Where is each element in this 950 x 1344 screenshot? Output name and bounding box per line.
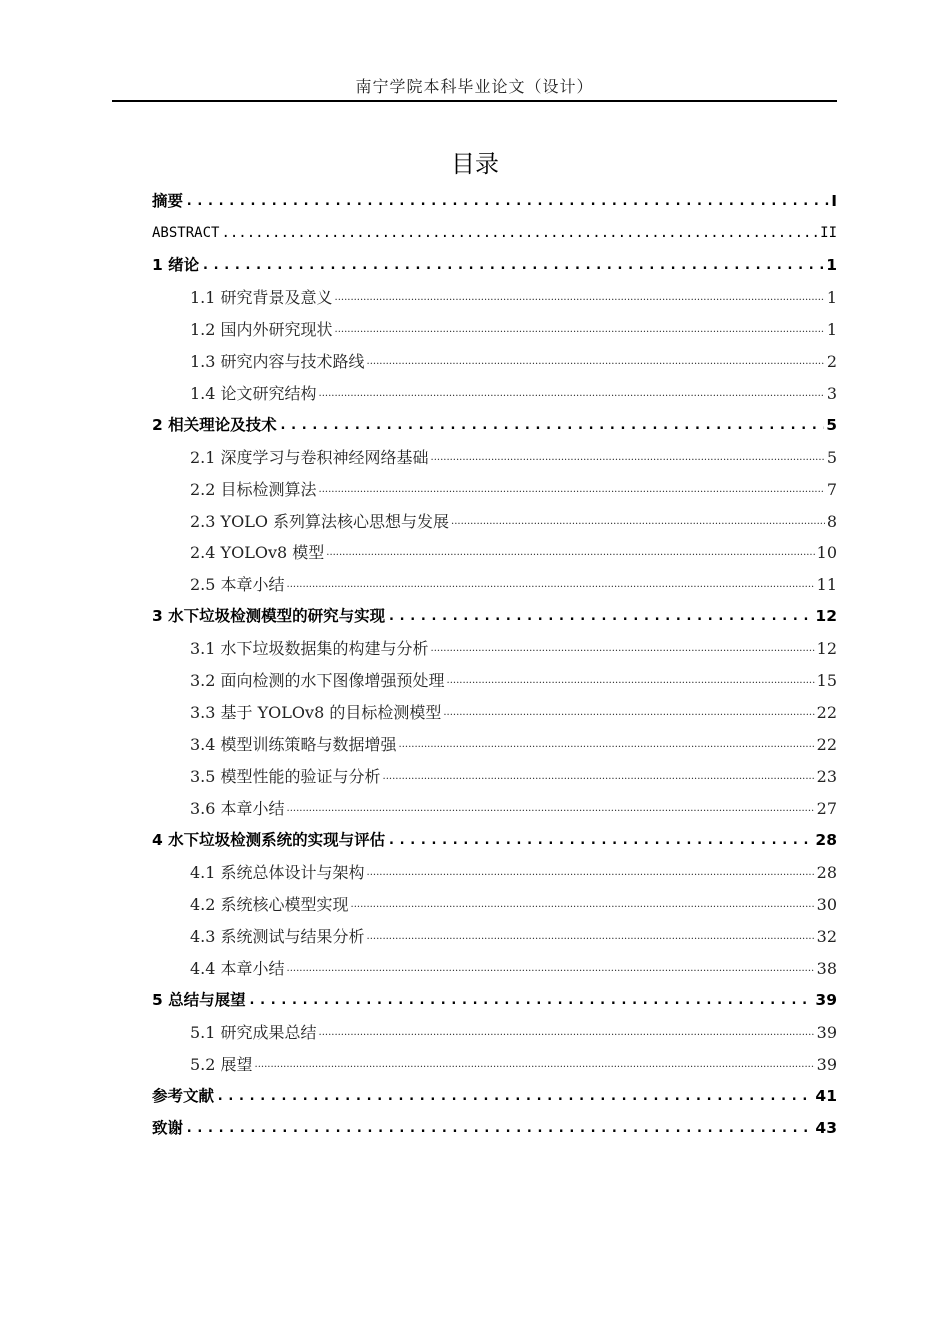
toc-entry-label: 1.3 研究内容与技术路线 (190, 351, 365, 371)
toc-entry-label: 3 水下垃圾检测模型的研究与实现 (152, 607, 386, 626)
toc-entry-page: 1 (826, 319, 837, 339)
toc-entry-label: 2.3 YOLO 系列算法核心思想与发展 (190, 511, 450, 531)
toc-entry-page: 12 (816, 639, 837, 659)
toc-entry-page: 28 (816, 863, 837, 883)
toc-entry-page: 1 (826, 287, 837, 307)
toc-entry-label: 3.4 模型训练策略与数据增强 (190, 735, 397, 755)
toc-entry-page: 22 (816, 703, 837, 723)
dot-leader (287, 953, 815, 985)
header-rule (112, 100, 837, 102)
toc-subentry[interactable] (152, 506, 837, 538)
toc-entry-label: 3.3 基于 YOLOv8 的目标检测模型 (190, 703, 442, 723)
dot-leader (319, 1017, 815, 1049)
dot-leader (248, 985, 814, 1017)
dot-leader (279, 410, 825, 442)
toc-entry[interactable] (152, 410, 837, 442)
toc-entry-page: 10 (816, 543, 837, 563)
dot-leader (451, 506, 825, 538)
toc-entry-page: 2 (826, 351, 837, 371)
toc-subentry[interactable] (152, 857, 837, 889)
toc-entry-label: 1 绪论 (152, 255, 200, 274)
toc-entry-page: 15 (816, 671, 837, 691)
toc-list (152, 186, 837, 1145)
dot-leader (431, 442, 825, 474)
dot-leader (319, 378, 825, 410)
toc-entry-label: 2.2 目标检测算法 (190, 479, 317, 499)
toc-subentry[interactable] (152, 314, 837, 346)
toc-entry-page: 39 (816, 1022, 837, 1042)
toc-entry[interactable] (152, 1113, 837, 1145)
toc-entry-page: 39 (816, 1054, 837, 1074)
toc-subentry[interactable] (152, 1017, 837, 1049)
toc-entry-page: 43 (815, 1118, 837, 1137)
dot-leader (185, 1113, 813, 1145)
toc-entry-label: 4.1 系统总体设计与架构 (190, 863, 365, 883)
toc-entry[interactable] (152, 985, 837, 1017)
dot-leader (431, 633, 815, 665)
toc-entry-page: 41 (815, 1086, 837, 1105)
dot-leader (216, 1081, 813, 1113)
dot-leader (367, 346, 825, 378)
toc-entry-label: 3.1 水下垃圾数据集的构建与分析 (190, 639, 429, 659)
toc-entry[interactable] (152, 1081, 837, 1113)
toc-subentry[interactable] (152, 474, 837, 506)
toc-entry-page: 32 (816, 926, 837, 946)
toc-entry-label: 摘要 (152, 192, 184, 210)
dot-leader (367, 921, 815, 953)
toc-entry-page: 11 (816, 575, 837, 595)
toc-subentry[interactable] (152, 921, 837, 953)
toc-title: 目录 (451, 150, 499, 178)
toc-subentry[interactable] (152, 729, 837, 761)
toc-entry-page: 5 (826, 447, 837, 467)
toc-entry-label: 2.5 本章小结 (190, 575, 285, 595)
toc-subentry[interactable] (152, 537, 837, 569)
toc-entry-label: 致谢 (152, 1118, 184, 1137)
toc-entry-label: 2 相关理论及技术 (152, 415, 277, 434)
toc-entry-page: I (831, 192, 837, 210)
toc-subentry[interactable] (152, 378, 837, 410)
toc-entry-page: 7 (826, 479, 837, 499)
toc-entry-page: 5 (826, 415, 837, 434)
toc-subentry[interactable] (152, 282, 837, 314)
toc-entry-label: 4.4 本章小结 (190, 958, 285, 978)
toc-subentry[interactable] (152, 346, 837, 378)
page-header: 南宁学院本科毕业论文（设计） (355, 77, 594, 96)
toc-entry-label: 4.3 系统测试与结果分析 (190, 926, 365, 946)
dot-leader (447, 665, 815, 697)
toc-subentry[interactable] (152, 569, 837, 601)
toc-subentry[interactable] (152, 889, 837, 921)
toc-entry[interactable] (152, 218, 837, 250)
toc-entry-page: 39 (815, 990, 837, 1009)
dot-leader (351, 889, 815, 921)
dot-leader (319, 474, 825, 506)
toc-entry-label: 3.5 模型性能的验证与分析 (190, 767, 381, 787)
toc-entry-label: 1.2 国内外研究现状 (190, 319, 333, 339)
dot-leader (287, 793, 815, 825)
toc-entry-page: 30 (816, 894, 837, 914)
toc-entry-label: 4 水下垃圾检测系统的实现与评估 (152, 831, 386, 850)
dot-leader (221, 218, 818, 250)
dot-leader (201, 250, 824, 282)
toc-entry-page: 3 (826, 383, 837, 403)
toc-entry[interactable] (152, 250, 837, 282)
toc-subentry[interactable] (152, 793, 837, 825)
toc-entry-page: 23 (816, 767, 837, 787)
dot-leader (335, 282, 825, 314)
toc-entry-label: 3.2 面向检测的水下图像增强预处理 (190, 671, 445, 691)
toc-entry[interactable] (152, 186, 837, 218)
toc-subentry[interactable] (152, 442, 837, 474)
toc-subentry[interactable] (152, 761, 837, 793)
toc-entry-label: 3.6 本章小结 (190, 799, 285, 819)
toc-entry-label: 2.4 YOLOv8 模型 (190, 543, 325, 563)
toc-subentry[interactable] (152, 697, 837, 729)
toc-entry-label: 1.4 论文研究结构 (190, 383, 317, 403)
dot-leader (335, 314, 825, 346)
toc-subentry[interactable] (152, 1049, 837, 1081)
toc-entry-page: II (820, 224, 837, 241)
toc-entry-label: 5.2 展望 (190, 1054, 253, 1074)
toc-entry-page: 27 (816, 799, 837, 819)
toc-entry-label: ABSTRACT (152, 224, 220, 241)
toc-entry-label: 1.1 研究背景及意义 (190, 287, 333, 307)
dot-leader (399, 729, 815, 761)
toc-subentry[interactable] (152, 633, 837, 665)
toc-entry-page: 28 (815, 831, 837, 850)
toc-entry-label: 2.1 深度学习与卷积神经网络基础 (190, 447, 429, 467)
dot-leader (287, 569, 815, 601)
dot-leader (383, 761, 815, 793)
toc-entry-label: 5.1 研究成果总结 (190, 1022, 317, 1042)
toc-entry-page: 1 (826, 255, 837, 274)
dot-leader (367, 857, 815, 889)
toc-entry-page: 38 (816, 958, 837, 978)
dot-leader (443, 697, 814, 729)
toc-entry-label: 参考文献 (152, 1086, 215, 1105)
toc-entry-page: 8 (826, 511, 837, 531)
toc-subentry[interactable] (152, 665, 837, 697)
toc-entry-page: 22 (816, 735, 837, 755)
dot-leader (326, 537, 814, 569)
toc-subentry[interactable] (152, 953, 837, 985)
toc-entry-page: 12 (815, 607, 837, 626)
dot-leader (387, 825, 813, 857)
toc-entry[interactable] (152, 825, 837, 857)
toc-entry-label: 5 总结与展望 (152, 990, 246, 1009)
toc-entry-label: 4.2 系统核心模型实现 (190, 894, 349, 914)
toc-entry[interactable] (152, 601, 837, 633)
dot-leader (185, 186, 829, 218)
dot-leader (255, 1049, 815, 1081)
dot-leader (387, 601, 813, 633)
